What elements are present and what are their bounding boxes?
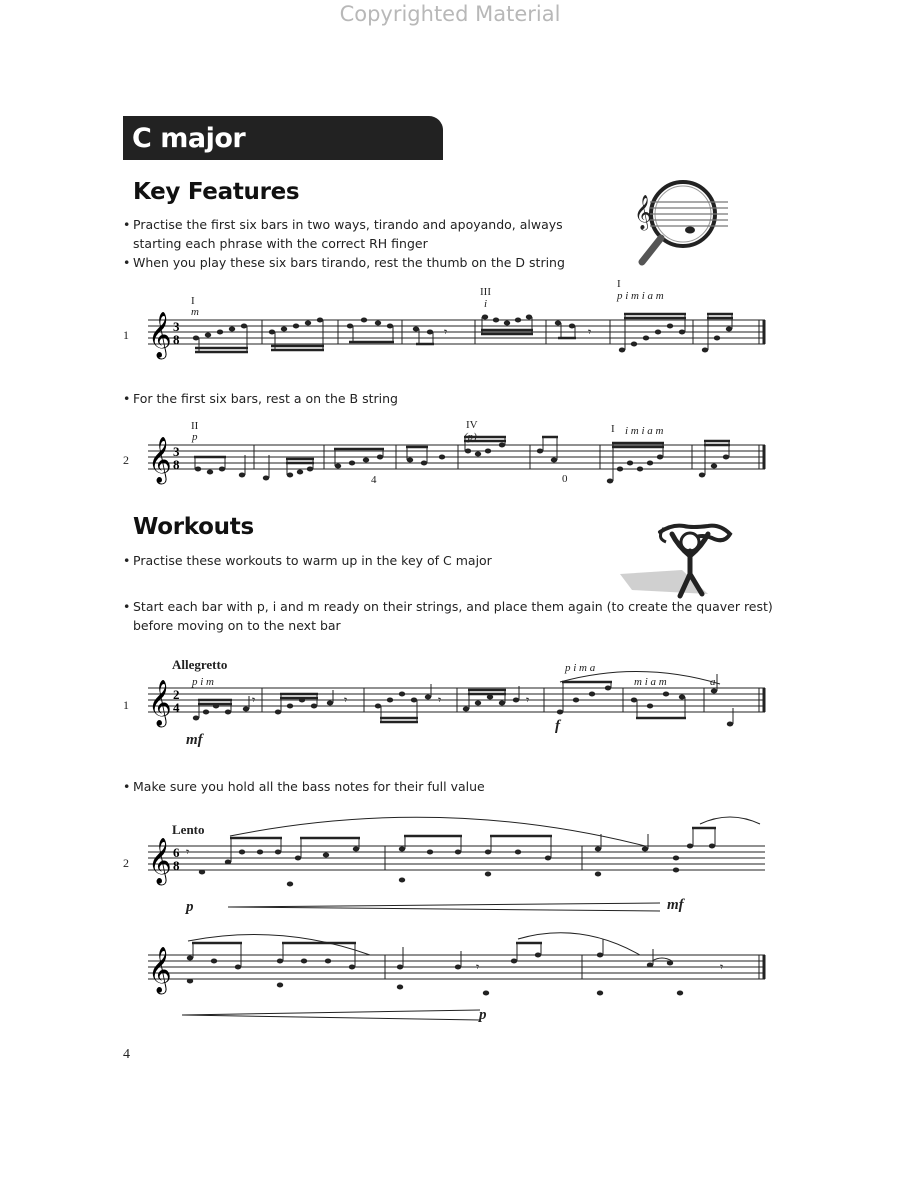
fingering-marking: p i m [192,676,214,688]
svg-text:8: 8 [173,457,180,472]
music-staff-exercise-2 [140,425,770,495]
workout-number: 2 [123,856,129,870]
workouts-bullet-1: • Practise these workouts to warm up in the key of C major [123,553,492,568]
svg-text:𝄞: 𝄞 [148,312,172,357]
position-marking: IV [466,419,478,431]
magnifier-staff-icon [628,176,738,273]
svg-text:𝄾: 𝄾 [444,325,448,339]
svg-text:3: 3 [173,319,180,334]
fingering-marking: m [191,306,199,318]
tempo-marking: Allegretto [172,657,228,672]
svg-text:𝄾: 𝄾 [438,693,442,707]
position-marking: III [480,286,491,298]
dynamic-marking: p [479,1007,487,1023]
dynamic-marking: f [555,718,560,734]
key-feature-bullet-2: • When you play these six bars tirando, rest the thumb on the D string [123,255,565,270]
svg-text:𝄞: 𝄞 [148,947,172,992]
dynamic-marking: p [186,899,194,915]
music-staff-workout-2-system-2 [140,925,770,1025]
svg-text:𝄾: 𝄾 [720,960,724,974]
svg-text:4: 4 [173,700,180,715]
svg-text:𝄞: 𝄞 [148,680,172,725]
page-number: 4 [123,1047,130,1062]
left-hand-finger: 4 [371,474,377,486]
position-marking: I [617,278,621,290]
music-staff-exercise-1 [140,300,770,370]
section-title-bar [123,116,443,160]
workouts-bullet-2: • Start each bar with p, i and m ready on their strings, and place them again (to create the quaver rest) before moving on to the next bar [123,599,773,633]
position-marking: I [191,295,195,307]
workout-number: 1 [123,698,129,712]
fingering-marking: i m i a m [625,425,664,437]
fingering-marking: p [192,431,198,443]
music-staff-workout-1 [140,668,770,758]
fingering-marking: i [484,298,488,310]
fingering-marking: m i a m [634,676,667,688]
tempo-marking: Lento [172,822,205,837]
exercise-number: 1 [123,328,129,342]
svg-text:𝄾: 𝄾 [588,325,592,339]
exercise-number: 2 [123,453,129,467]
fingering-marking: a [710,676,716,688]
svg-text:𝄞: 𝄞 [148,437,172,482]
svg-text:𝄞: 𝄞 [148,838,172,883]
dynamic-marking: mf [186,732,203,748]
svg-text:2: 2 [173,687,180,702]
svg-text:𝄞: 𝄞 [634,196,652,229]
watermark: Copyrighted Material [339,2,561,26]
section-title: C major [132,123,246,154]
svg-text:𝄾: 𝄾 [344,693,348,707]
svg-text:𝄾: 𝄾 [186,845,190,859]
key-features-heading: Key Features [133,179,300,205]
fingering-marking: (p) [464,431,477,443]
svg-text:𝄾: 𝄾 [476,960,480,974]
workouts-bullet-3: • Make sure you hold all the bass notes for their full value [123,779,485,794]
dynamic-marking: mf [667,897,684,913]
svg-text:6: 6 [173,845,180,860]
svg-text:8: 8 [173,858,180,873]
svg-text:𝄾: 𝄾 [526,693,530,707]
svg-text:8: 8 [173,332,180,347]
key-feature-bullet-1: • Practise the first six bars in two ways, tirando and apoyando, always starting each phrase with the correct RH finger [123,217,563,251]
left-hand-finger: 0 [562,473,568,485]
fingering-marking: p i m a [565,662,596,674]
fingering-marking: p i m i a m [617,290,664,302]
workouts-heading: Workouts [133,514,254,540]
music-staff-workout-2-system-1 [140,806,770,916]
key-feature-bullet-3: • For the first six bars, rest a on the B string [123,391,398,406]
svg-text:𝄾: 𝄾 [252,693,256,707]
position-marking: II [191,420,199,432]
svg-text:3: 3 [173,444,180,459]
position-marking: I [611,423,615,435]
